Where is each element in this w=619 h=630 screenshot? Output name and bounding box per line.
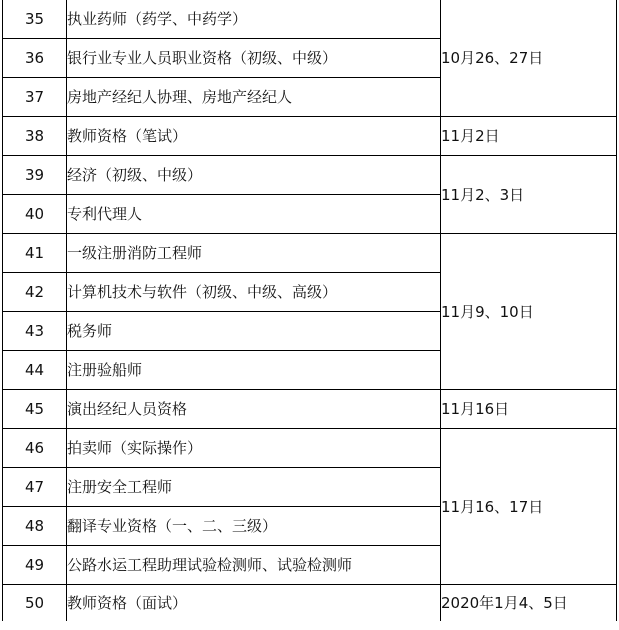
exam-name: 税务师 [67,312,441,351]
row-number: 44 [3,351,67,390]
table-row [3,390,617,429]
row-number: 42 [3,273,67,312]
exam-name: 演出经纪人员资格 [67,390,441,429]
exam-name: 经济（初级、中级） [67,156,441,195]
exam-name: 房地产经纪人协理、房地产经纪人 [67,78,441,117]
row-number: 35 [3,0,67,39]
table-row [3,234,617,273]
row-number: 39 [3,156,67,195]
table-row [3,0,617,39]
table-row [3,429,617,468]
exam-date: 11月16、17日 [441,429,617,585]
exam-name: 公路水运工程助理试验检测师、试验检测师 [67,546,441,585]
table-row [3,156,617,195]
exam-name: 注册验船师 [67,351,441,390]
row-number: 38 [3,117,67,156]
table-row [3,117,617,156]
row-number: 50 [3,585,67,622]
exam-name: 教师资格（面试） [67,585,441,622]
row-number: 37 [3,78,67,117]
row-number: 36 [3,39,67,78]
exam-name: 翻译专业资格（一、二、三级） [67,507,441,546]
exam-date: 2020年1月4、5日 [441,585,617,622]
exam-date: 10月26、27日 [441,0,617,117]
row-number: 49 [3,546,67,585]
row-number: 47 [3,468,67,507]
row-number: 41 [3,234,67,273]
exam-name: 银行业专业人员职业资格（初级、中级） [67,39,441,78]
exam-name: 一级注册消防工程师 [67,234,441,273]
table-row [3,585,617,622]
row-number: 48 [3,507,67,546]
row-number: 43 [3,312,67,351]
row-number: 45 [3,390,67,429]
exam-schedule-table [2,0,617,621]
exam-name: 注册安全工程师 [67,468,441,507]
exam-name: 拍卖师（实际操作） [67,429,441,468]
exam-date: 11月2日 [441,117,617,156]
exam-date: 11月16日 [441,390,617,429]
exam-date: 11月2、3日 [441,156,617,234]
row-number: 40 [3,195,67,234]
exam-name: 执业药师（药学、中药学） [67,0,441,39]
exam-name: 教师资格（笔试） [67,117,441,156]
exam-name: 计算机技术与软件（初级、中级、高级） [67,273,441,312]
exam-date: 11月9、10日 [441,234,617,390]
exam-name: 专利代理人 [67,195,441,234]
row-number: 46 [3,429,67,468]
